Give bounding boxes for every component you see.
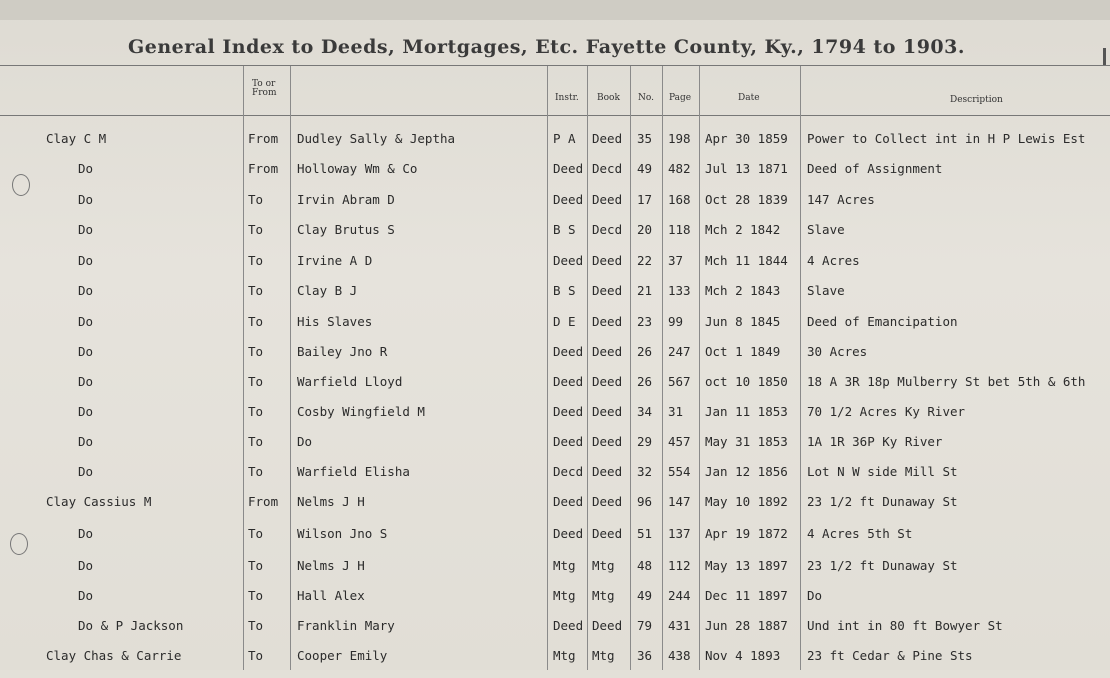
entry-party: Dudley Sally & Jeptha [297, 131, 456, 146]
entry-party: His Slaves [297, 314, 373, 329]
table-row [0, 558, 1110, 588]
entry-description: Deed of Emancipation [807, 314, 958, 329]
table-row [0, 314, 1110, 344]
entry-date: Jun 28 1887 [705, 618, 788, 633]
entry-instr: Deed [553, 404, 584, 419]
entry-book: Deed [592, 464, 623, 479]
entry-no: 23 [637, 314, 653, 329]
header-date: Date [738, 93, 760, 103]
entry-to-from: To [248, 344, 264, 359]
entry-description: 4 Acres 5th St [807, 526, 913, 541]
entry-to-from: From [248, 494, 279, 509]
entry-name: Do [78, 374, 94, 389]
entry-no: 34 [637, 404, 653, 419]
header-book: Book [597, 93, 620, 103]
entry-date: Mch 2 1843 [705, 283, 781, 298]
entry-page: 244 [668, 588, 691, 603]
entry-instr: B S [553, 283, 576, 298]
entry-page: 431 [668, 618, 691, 633]
entry-instr: Decd [553, 464, 584, 479]
entry-page: 168 [668, 192, 691, 207]
entry-page: 31 [668, 404, 684, 419]
entry-party: Hall Alex [297, 588, 365, 603]
header-instr: Instr. [555, 93, 579, 103]
entry-book: Deed [592, 314, 623, 329]
page-edge-mark [1103, 48, 1106, 66]
entry-instr: Mtg [553, 588, 576, 603]
entry-description: Slave [807, 283, 845, 298]
entry-party: Nelms J H [297, 494, 365, 509]
entry-no: 20 [637, 222, 653, 237]
entry-description: 30 Acres [807, 344, 868, 359]
table-row [0, 588, 1110, 618]
entry-to-from: To [248, 618, 264, 633]
entry-to-from: To [248, 434, 264, 449]
entry-book: Decd [592, 222, 623, 237]
header-top-rule [0, 65, 1110, 66]
entry-to-from: To [248, 222, 264, 237]
entry-date: Apr 30 1859 [705, 131, 788, 146]
entry-description: 1A 1R 36P Ky River [807, 434, 943, 449]
entry-to-from: To [248, 526, 264, 541]
entry-party: Cooper Emily [297, 648, 388, 663]
entry-date: Jun 8 1845 [705, 314, 781, 329]
entry-page: 37 [668, 253, 684, 268]
entry-date: Jul 13 1871 [705, 161, 788, 176]
entry-name: Clay Cassius M [46, 494, 152, 509]
entry-date: May 13 1897 [705, 558, 788, 573]
entry-name: Do [78, 526, 94, 541]
entry-no: 36 [637, 648, 653, 663]
table-row [0, 526, 1110, 556]
table-row [0, 131, 1110, 161]
entry-instr: Deed [553, 253, 584, 268]
entry-party: Nelms J H [297, 558, 365, 573]
entry-book: Decd [592, 161, 623, 176]
entry-description: 23 ft Cedar & Pine Sts [807, 648, 973, 663]
entry-name: Do [78, 161, 94, 176]
table-row [0, 253, 1110, 283]
entry-instr: Deed [553, 494, 584, 509]
entry-page: 457 [668, 434, 691, 449]
entry-page: 438 [668, 648, 691, 663]
entry-book: Deed [592, 618, 623, 633]
entry-book: Deed [592, 374, 623, 389]
table-row [0, 374, 1110, 404]
entry-date: Mch 2 1842 [705, 222, 781, 237]
entry-party: Clay Brutus S [297, 222, 395, 237]
page-top-edge [0, 0, 1110, 20]
entry-to-from: To [248, 464, 264, 479]
entry-description: 4 Acres [807, 253, 860, 268]
table-row [0, 648, 1110, 678]
entry-description: Und int in 80 ft Bowyer St [807, 618, 1003, 633]
entry-date: May 31 1853 [705, 434, 788, 449]
entry-description: Deed of Assignment [807, 161, 943, 176]
entry-no: 51 [637, 526, 653, 541]
entry-no: 17 [637, 192, 653, 207]
header-page: Page [669, 93, 692, 103]
entry-description: 18 A 3R 18p Mulberry St bet 5th & 6th [807, 374, 1086, 389]
entry-description: Power to Collect int in H P Lewis Est [807, 131, 1086, 146]
entry-name: Do [78, 434, 94, 449]
table-row [0, 161, 1110, 191]
entry-party: Warfield Elisha [297, 464, 410, 479]
header-no: No. [638, 93, 654, 103]
entry-page: 133 [668, 283, 691, 298]
entry-name: Do [78, 314, 94, 329]
entry-to-from: To [248, 588, 264, 603]
entry-name: Do [78, 464, 94, 479]
header-to-or-from: To or From [252, 79, 277, 98]
entry-description: 23 1/2 ft Dunaway St [807, 494, 958, 509]
entry-party: Wilson Jno S [297, 526, 388, 541]
entry-description: Do [807, 588, 823, 603]
entry-no: 79 [637, 618, 653, 633]
table-row [0, 618, 1110, 648]
entry-date: Oct 1 1849 [705, 344, 781, 359]
entry-party: Bailey Jno R [297, 344, 388, 359]
entry-date: oct 10 1850 [705, 374, 788, 389]
entry-name: Do & P Jackson [78, 618, 184, 633]
entry-book: Deed [592, 494, 623, 509]
entry-page: 482 [668, 161, 691, 176]
entry-page: 247 [668, 344, 691, 359]
table-row [0, 283, 1110, 313]
table-row [0, 222, 1110, 252]
table-row [0, 434, 1110, 464]
entry-book: Deed [592, 526, 623, 541]
entry-date: Apr 19 1872 [705, 526, 788, 541]
entry-to-from: From [248, 161, 279, 176]
entry-date: Jan 11 1853 [705, 404, 788, 419]
entry-instr: Deed [553, 161, 584, 176]
entry-party: Franklin Mary [297, 618, 395, 633]
entry-page: 147 [668, 494, 691, 509]
entry-party: Cosby Wingfield M [297, 404, 425, 419]
entry-book: Deed [592, 434, 623, 449]
entry-description: Lot N W side Mill St [807, 464, 958, 479]
entry-party: Warfield Lloyd [297, 374, 403, 389]
entry-description: 147 Acres [807, 192, 875, 207]
entry-instr: Mtg [553, 648, 576, 663]
entry-no: 32 [637, 464, 653, 479]
entry-party: Irvin Abram D [297, 192, 395, 207]
entry-book: Deed [592, 404, 623, 419]
entry-page: 567 [668, 374, 691, 389]
entry-instr: B S [553, 222, 576, 237]
entry-to-from: To [248, 253, 264, 268]
table-row [0, 464, 1110, 494]
entry-to-from: From [248, 131, 279, 146]
entry-no: 35 [637, 131, 653, 146]
entry-page: 118 [668, 222, 691, 237]
entry-to-from: To [248, 283, 264, 298]
entry-no: 49 [637, 588, 653, 603]
entry-no: 26 [637, 374, 653, 389]
table-row [0, 192, 1110, 222]
entry-instr: P A [553, 131, 576, 146]
entry-instr: D E [553, 314, 576, 329]
entry-page: 554 [668, 464, 691, 479]
entry-instr: Deed [553, 344, 584, 359]
entry-party: Holloway Wm & Co [297, 161, 418, 176]
entry-party: Clay B J [297, 283, 358, 298]
entry-page: 137 [668, 526, 691, 541]
entry-date: May 10 1892 [705, 494, 788, 509]
entry-description: 23 1/2 ft Dunaway St [807, 558, 958, 573]
entry-instr: Mtg [553, 558, 576, 573]
entry-page: 112 [668, 558, 691, 573]
entry-book: Deed [592, 131, 623, 146]
entry-no: 21 [637, 283, 653, 298]
entry-name: Do [78, 222, 94, 237]
entry-book: Mtg [592, 648, 615, 663]
entry-name: Do [78, 404, 94, 419]
entry-to-from: To [248, 558, 264, 573]
entry-no: 22 [637, 253, 653, 268]
entry-book: Deed [592, 344, 623, 359]
header-bottom-rule [0, 115, 1110, 116]
entry-no: 96 [637, 494, 653, 509]
entry-name: Do [78, 558, 94, 573]
entry-name: Clay Chas & Carrie [46, 648, 182, 663]
entry-page: 198 [668, 131, 691, 146]
entry-instr: Deed [553, 526, 584, 541]
entry-name: Do [78, 588, 94, 603]
entry-no: 48 [637, 558, 653, 573]
entry-name: Do [78, 192, 94, 207]
entry-page: 99 [668, 314, 684, 329]
table-row [0, 344, 1110, 374]
entry-to-from: To [248, 192, 264, 207]
entry-no: 29 [637, 434, 653, 449]
entry-description: Slave [807, 222, 845, 237]
page-title: General Index to Deeds, Mortgages, Etc. Fayette County, Ky., 1794 to 1903. [128, 36, 965, 58]
entry-to-from: To [248, 314, 264, 329]
entry-no: 26 [637, 344, 653, 359]
header-description: Description [950, 95, 1003, 105]
entry-name: Do [78, 283, 94, 298]
entry-date: Oct 28 1839 [705, 192, 788, 207]
entry-date: Dec 11 1897 [705, 588, 788, 603]
entry-date: Jan 12 1856 [705, 464, 788, 479]
entry-to-from: To [248, 374, 264, 389]
entry-instr: Deed [553, 434, 584, 449]
entry-instr: Deed [553, 618, 584, 633]
entry-book: Mtg [592, 588, 615, 603]
table-row [0, 404, 1110, 434]
entry-instr: Deed [553, 374, 584, 389]
entry-date: Nov 4 1893 [705, 648, 781, 663]
entry-name: Do [78, 253, 94, 268]
entry-to-from: To [248, 648, 264, 663]
entry-no: 49 [637, 161, 653, 176]
entry-book: Deed [592, 283, 623, 298]
entry-book: Deed [592, 253, 623, 268]
entry-instr: Deed [553, 192, 584, 207]
entry-party: Irvine A D [297, 253, 373, 268]
entry-name: Do [78, 344, 94, 359]
entry-party: Do [297, 434, 313, 449]
entry-book: Mtg [592, 558, 615, 573]
entry-book: Deed [592, 192, 623, 207]
entry-name: Clay C M [46, 131, 107, 146]
entry-date: Mch 11 1844 [705, 253, 788, 268]
entry-description: 70 1/2 Acres Ky River [807, 404, 966, 419]
entry-to-from: To [248, 404, 264, 419]
table-row [0, 494, 1110, 524]
